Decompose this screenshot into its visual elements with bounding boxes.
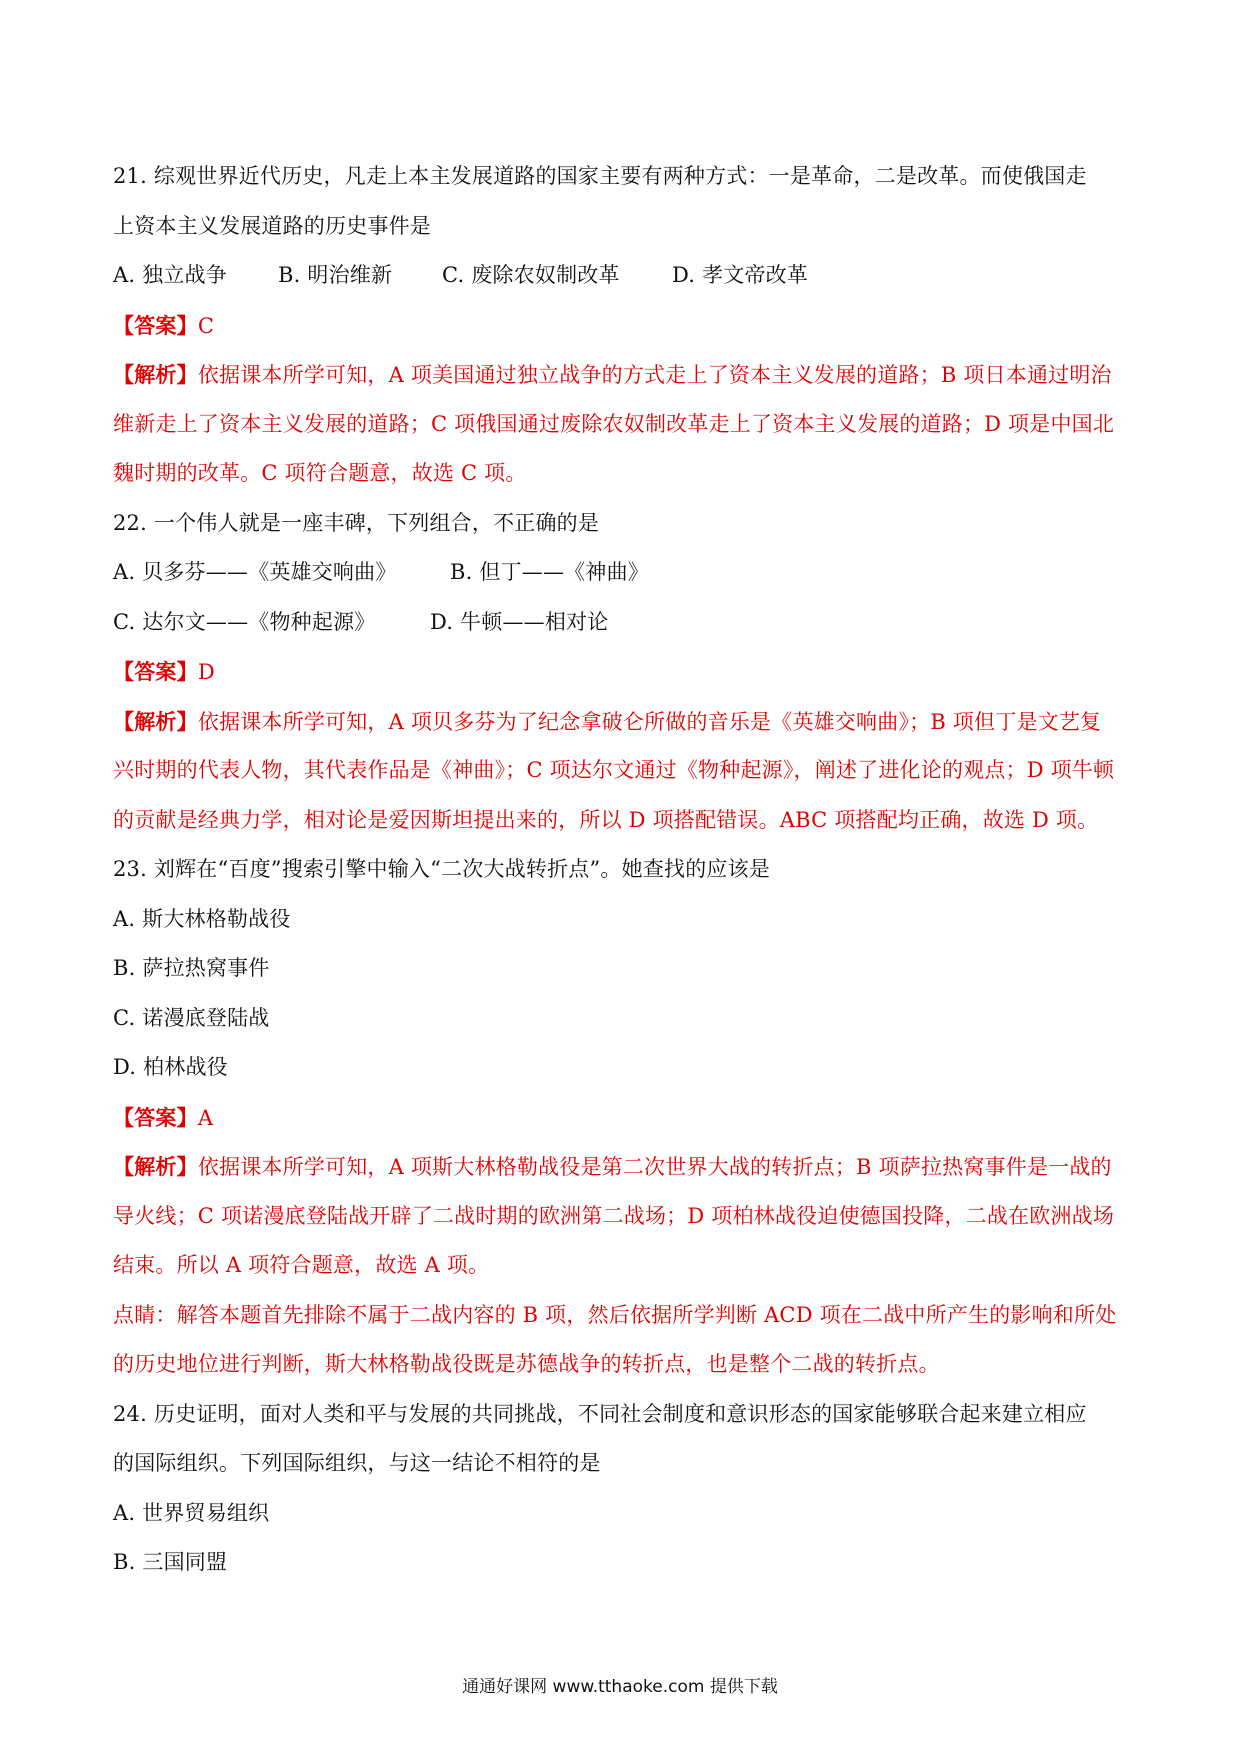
q23-analysis-line3: 结束。所以 A 项符合题意，故选 A 项。: [113, 1253, 490, 1277]
answer-value: A: [197, 1105, 214, 1130]
q23-option-c: C. 诺漫底登陆战: [113, 1005, 270, 1030]
q22-answer: [113, 647, 1133, 697]
answer-label: 【答案】: [113, 312, 198, 338]
q24-option-b: B. 三国同盟: [113, 1550, 228, 1574]
q23-stem: 23. 刘辉在“百度”搜索引擎中输入“二次大战转折点”。她查找的应该是: [113, 857, 771, 881]
q23-analysis-line2: 导火线；C 项诺漫底登陆战开辟了二战时期的欧洲第二战场；D 项柏林战役迫使德国投降，二战在欧洲战场: [113, 1203, 1115, 1228]
q22-option-c: C. 达尔文——《物种起源》: [113, 609, 376, 634]
q24-option-a: A. 世界贸易组织: [113, 1500, 270, 1525]
q21-analysis-line2: 维新走上了资本主义发展的道路；C 项俄国通过废除农奴制改革走上了资本主义发展的道路；D 项是中国北: [113, 411, 1115, 436]
q21-options: [113, 251, 1133, 301]
q22-options-row2: [113, 598, 1133, 648]
q23-option-d: D. 柏林战役: [113, 1055, 228, 1079]
q23-answer: [113, 1093, 1133, 1143]
q22-options-row1: [113, 548, 1133, 598]
q21-answer: [113, 301, 1133, 351]
q22-analysis-line1: [113, 697, 1133, 747]
q23-note-line2: 的历史地位进行判断，斯大林格勒战役既是苏德战争的转折点，也是整个二战的转折点。: [113, 1352, 940, 1376]
q21-analysis-line3: 魏时期的改革。C 项符合题意，故选 C 项。: [113, 461, 527, 485]
q21-stem-line1: 21. 综观世界近代历史，凡走上本主发展道路的国家主要有两种方式：一是革命，二是改革。而使俄国走: [113, 164, 1087, 188]
answer-value: D: [197, 660, 215, 684]
q22-option-d: D. 牛顿——相对论: [430, 609, 609, 634]
q23-analysis-line1: [113, 1142, 1133, 1192]
document-page: [113, 152, 1133, 1588]
q22-option-b: B. 但丁——《神曲》: [450, 560, 649, 584]
q22-option-a: A. 贝多芬——《英雄交响曲》: [113, 560, 397, 584]
analysis-label: 【解析】: [113, 362, 198, 387]
q21-option-b: B. 明治维新: [278, 263, 393, 287]
answer-label: 【答案】: [113, 1104, 198, 1130]
q22-stem: 22. 一个伟人就是一座丰碑，下列组合，不正确的是: [113, 510, 600, 535]
q21-stem-line2: 上资本主义发展道路的历史事件是: [113, 213, 431, 238]
q22-analysis-line3: 的贡献是经典力学，相对论是爱因斯坦提出来的，所以 D 项搭配错误。ABC 项搭配均正确，故选 D 项。: [113, 807, 1099, 832]
q21-analysis-line1: [113, 350, 1133, 400]
analysis-text: 依据课本所学可知，A 项斯大林格勒战役是第二次世界大战的转折点；B 项萨拉热窝事件是一战的: [197, 1155, 1112, 1179]
q23-option-a: A. 斯大林格勒战役: [113, 906, 291, 931]
q24-stem-line1: 24. 历史证明，面对人类和平与发展的共同挑战，不同社会制度和意识形态的国家能够联合起来建立相应: [113, 1401, 1087, 1426]
q21-option-a: A. 独立战争: [113, 263, 227, 287]
answer-label: 【答案】: [113, 659, 198, 684]
analysis-label: 【解析】: [113, 708, 198, 734]
q24-stem-line2: 的国际组织。下列国际组织，与这一结论不相符的是: [113, 1451, 601, 1475]
q23-option-b: B. 萨拉热窝事件: [113, 956, 270, 980]
analysis-text: 依据课本所学可知，A 项美国通过独立战争的方式走上了资本主义发展的道路；B 项日本通过明治: [197, 363, 1112, 387]
answer-value: C: [197, 313, 215, 338]
q21-option-c: C. 废除农奴制改革: [442, 263, 620, 287]
q22-analysis-line2: 兴时期的代表人物，其代表作品是《神曲》；C 项达尔文通过《物种起源》，阐述了进化论的观点；D 项牛顿: [113, 758, 1115, 782]
q21-option-d: D. 孝文帝改革: [672, 263, 809, 287]
analysis-label: 【解析】: [113, 1154, 198, 1179]
q23-note-line1: 点睛：解答本题首先排除不属于二战内容的 B 项，然后依据所学判断 ACD 项在二战中所产生的影响和所处: [113, 1302, 1117, 1327]
analysis-text: 依据课本所学可知，A 项贝多芬为了纪念拿破仑所做的音乐是《英雄交响曲》；B 项但丁是文艺复: [197, 709, 1102, 734]
page-footer: 通通好课网 www.tthaoke.com 提供下载: [462, 1677, 778, 1697]
